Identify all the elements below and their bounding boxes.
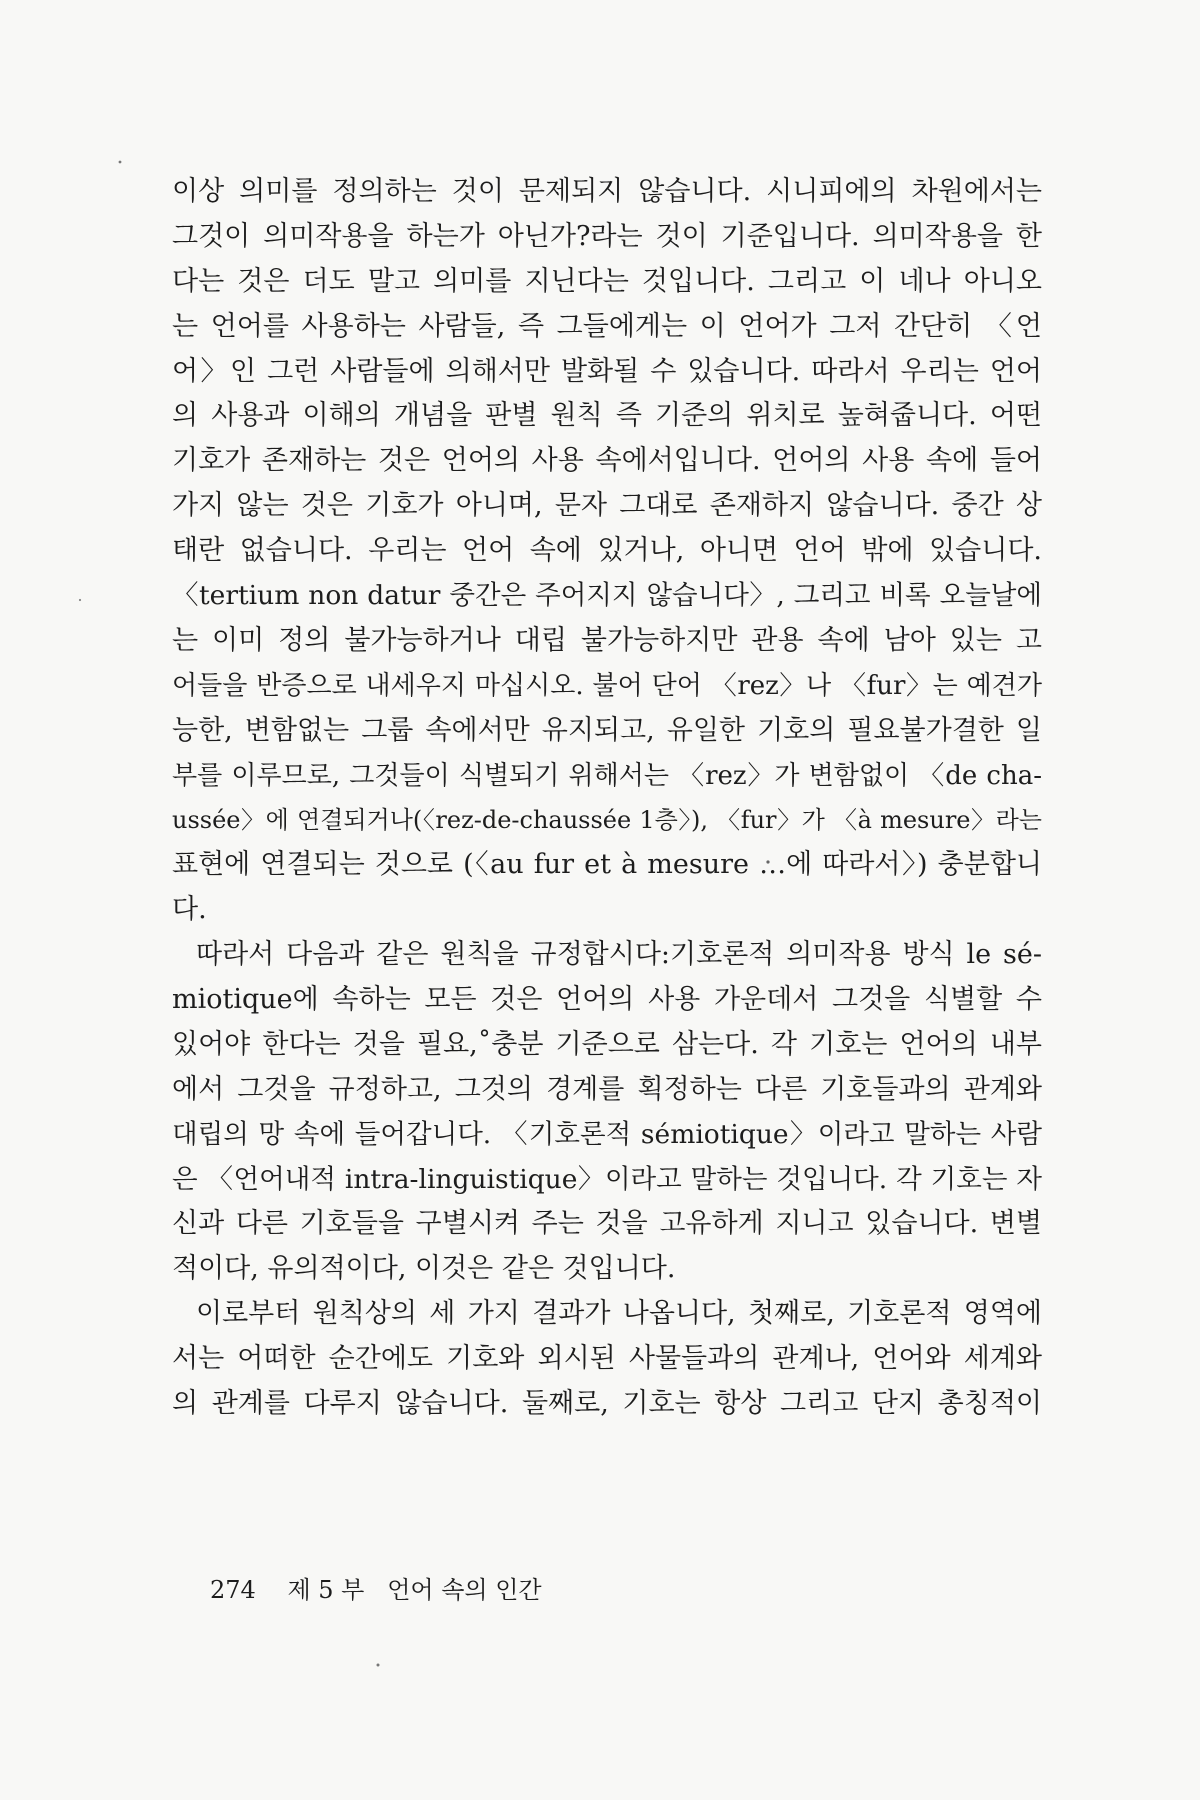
text-line: 가지 않는 것은 기호가 아니며, 문자 그대로 존재하지 않습니다. 중간 상 xyxy=(172,490,1042,522)
text-line: 이상 의미를 정의하는 것이 문제되지 않습니다. 시니피에의 차원에서는 xyxy=(172,176,1042,207)
text-line: 능한, 변함없는 그룹 속에서만 유지되고, 유일한 기호의 필요불가결한 일 xyxy=(172,714,1042,746)
text-line: 는 언어를 사용하는 사람들, 즉 그들에게는 이 언어가 그저 간단히 〈언 xyxy=(172,310,1042,342)
text-line: ussée〉에 연결되거나(〈rez-de-chaussée 1층〉), 〈fur〉가 〈à mesure〉라는 xyxy=(172,806,1042,835)
text-line: 에서 그것을 규정하고, 그것의 경계를 획정하는 다른 기호들과의 관계와 xyxy=(172,1073,1042,1105)
paragraph-1 xyxy=(172,170,1042,933)
paragraph-3 xyxy=(172,1292,1042,1427)
body-text xyxy=(172,170,1042,1427)
text-line: 대립의 망 속에 들어갑니다. 〈기호론적 sémiotique〉이라고 말하는 사람 xyxy=(172,1118,1042,1150)
text-line: 있어야 한다는 것을 필요,˚충분 기준으로 삼는다. 각 기호는 언어의 내부 xyxy=(172,1028,1042,1060)
text-line: 〈tertium non datur 중간은 주어지지 않습니다〉, 그리고 비록 오늘날에 xyxy=(172,580,1042,612)
text-line: 어〉인 그런 사람들에 의해서만 발화될 수 있습니다. 따라서 우리는 언어 xyxy=(172,355,1042,387)
text-line: 표현에 연결되는 것으로 (〈au fur et à mesure …에 따라서〉) 충분합니 xyxy=(172,849,1042,881)
text-line: 의 관계를 다루지 않습니다. 둘째로, 기호는 항상 그리고 단지 총칭적이 xyxy=(172,1388,1042,1420)
page-number: 274 xyxy=(210,1576,256,1604)
text-line: 서는 어떠한 순간에도 기호와 외시된 사물들과의 관계나, 언어와 세계와 xyxy=(172,1343,1042,1375)
text-line: 이로부터 원칙상의 세 가지 결과가 나옵니다, 첫째로, 기호론적 영역에 xyxy=(196,1298,1042,1330)
text-line: 는 이미 정의 불가능하거나 대립 불가능하지만 관용 속에 남아 있는 고 xyxy=(172,624,1042,656)
section-label: 제 5 부 xyxy=(287,1576,365,1604)
text-line: miotique에 속하는 모든 것은 언어의 사용 가운데서 그것을 식별할 수 xyxy=(172,984,1042,1016)
text-line: 부를 이루므로, 그것들이 식별되기 위해서는 〈rez〉가 변함없이 〈de cha- xyxy=(172,760,1042,791)
text-line: 다는 것은 더도 말고 의미를 지닌다는 것입니다. 그리고 이 네나 아니오 xyxy=(172,265,1042,297)
text-line: 신과 다른 기호들을 구별시켜 주는 것을 고유하게 지니고 있습니다. 변별 xyxy=(172,1208,1042,1240)
paragraph-2 xyxy=(172,933,1042,1292)
text-line: 다. xyxy=(172,894,207,926)
chapter-title: 언어 속의 인간 xyxy=(387,1576,542,1604)
text-line: 그것이 의미작용을 하는가 아닌가?라는 것이 기준입니다. 의미작용을 한 xyxy=(172,220,1042,252)
text-line: 기호가 존재하는 것은 언어의 사용 속에서입니다. 언어의 사용 속에 들어 xyxy=(172,445,1042,477)
text-line: 어들을 반증으로 내세우지 마십시오. 불어 단어 〈rez〉나 〈fur〉는 예견가 xyxy=(172,670,1042,701)
text-line: 따라서 다음과 같은 원칙을 규정합시다:기호론적 의미작용 방식 le sé- xyxy=(196,939,1042,971)
text-line: 의 사용과 이해의 개념을 판별 원칙 즉 기준의 위치로 높혀줍니다. 어떤 xyxy=(172,400,1042,432)
text-line: 적이다, 유의적이다, 이것은 같은 것입니다. xyxy=(172,1253,676,1285)
text-line: 은 〈언어내적 intra-linguistique〉이라고 말하는 것입니다. 각 기호는 자 xyxy=(172,1163,1042,1195)
text-line: 태란 없습니다. 우리는 언어 속에 있거나, 아니면 언어 밖에 있습니다. xyxy=(172,535,1042,567)
page-footer xyxy=(210,1570,542,1605)
